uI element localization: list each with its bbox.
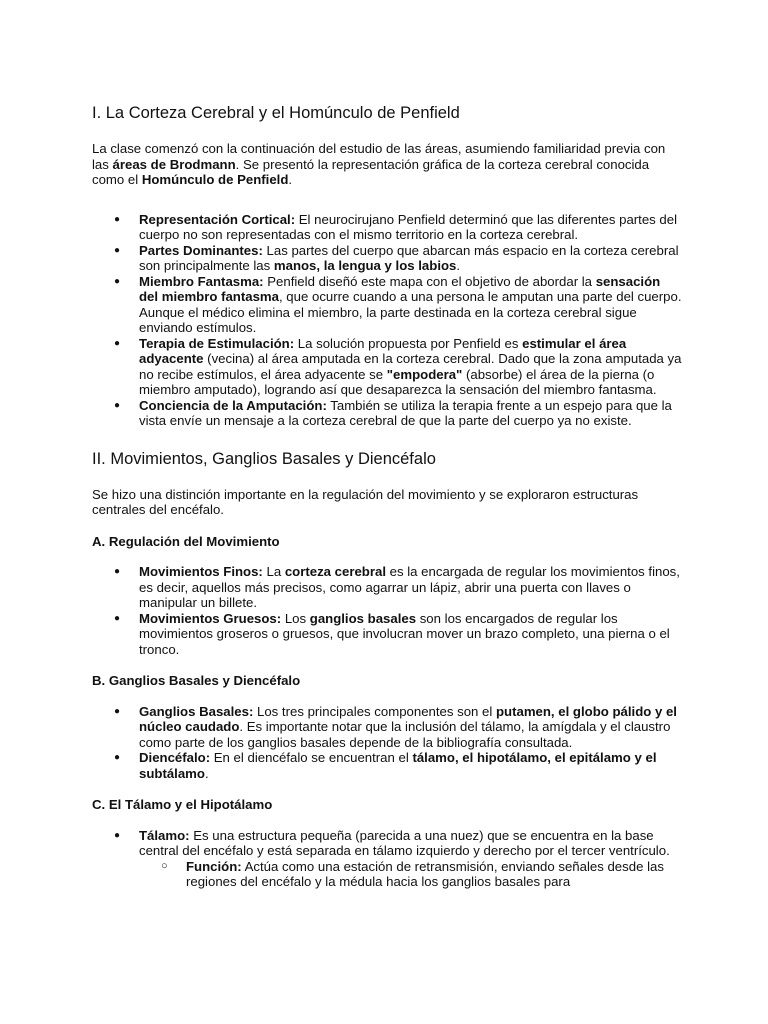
sub-list [139,859,682,890]
subsection-c-heading: C. El Tálamo y el Hipotálamo [92,797,273,812]
section-1-intro: La clase comenzó con la continuación del estudio de las áreas, asumiendo familiaridad previa con las áreas de Brodmann. Se presentó la representación gráfica de la corteza cerebral conocida como el Homúnculo de Penfield. [92,141,666,187]
section-2-intro: Se hizo una distinción importante en la regulación del movimiento y se exploraron estructuras centrales del encéfalo. [92,486,639,517]
subsection-c-list [92,828,682,890]
section-1-list [92,212,682,429]
list-item: ● Movimientos Finos: La corteza cerebral es la encargada de regular los movimientos finos, es decir, aquellos más precisos, como agarrar un lápiz, abrir una puerta con llaves o manipular un billete. [92,564,682,611]
subsection-a-heading: A. Regulación del Movimiento [92,533,280,549]
list-item: ● Diencéfalo: En el diencéfalo se encuentran el tálamo, el hipotálamo, el epitálamo y el subtálamo. [92,750,682,781]
list-item: ● Miembro Fantasma: Penfield diseñó este mapa con el objetivo de abordar la sensación del miembro fantasma, que ocurre cuando a una persona le amputan una parte del cuerpo. Aunque el médico elimina el miembro, la parte destinada en la corteza cerebral sigue enviando estímulos. [92,274,682,336]
section-2-heading: II. Movimientos, Ganglios Basales y Diencéfalo [92,449,436,468]
list-item: ● Partes Dominantes: Las partes del cuerpo que abarcan más espacio en la corteza cerebral son principalmente las manos, la lengua y los labios. [92,243,682,274]
list-item: ● Movimientos Gruesos: Los ganglios basales son los encargados de regular los movimientos groseros o gruesos, que involucran mover un brazo completo, una pierna o el tronco. [92,611,682,658]
list-item: ● Ganglios Basales: Los tres principales componentes son el putamen, el globo pálido y el núcleo caudado. Es importante notar que la inclusión del tálamo, la amígdala y el claustro como parte de los ganglios basales depende de la bibliografía consultada. [92,704,682,751]
subsection-a-list [92,564,682,657]
list-item: ● Tálamo: Es una estructura pequeña (parecida a una nuez) que se encuentra en la base central del encéfalo y está separada en tálamo izquierdo y derecho por el tercer ventrículo. ○ Función: Actúa como una estación de retransmisión, enviando señales desde las regiones del encéfalo y la médula hacia los ganglios basales para [92,828,682,890]
list-item: ● Terapia de Estimulación: La solución propuesta por Penfield es estimular el área adyacente (vecina) al área amputada en la corteza cerebral. Dado que la zona amputada ya no recibe estímulos, el área adyacente se "empodera" (absorbe) el área de la pierna (o miembro amputado), logrando así que desaparezca la sensación del miembro fantasma. [92,336,682,398]
subsection-b-heading: B. Ganglios Basales y Diencéfalo [92,673,301,688]
subsection-b-list [92,704,682,782]
section-1-heading: I. La Corteza Cerebral y el Homúnculo de Penfield [92,104,460,122]
document-content [92,103,682,890]
list-item: ● Conciencia de la Amputación: También se utiliza la terapia frente a un espejo para que la vista envíe un mensaje a la corteza cerebral de que la parte del cuerpo ya no existe. [92,398,682,429]
sub-list-item: ○ Función: Actúa como una estación de retransmisión, enviando señales desde las regiones del encéfalo y la médula hacia los ganglios basales para [139,859,682,890]
list-item: ● Representación Cortical: El neurocirujano Penfield determinó que las diferentes partes del cuerpo no son representadas con el mismo territorio en la corteza cerebral. [92,212,682,243]
